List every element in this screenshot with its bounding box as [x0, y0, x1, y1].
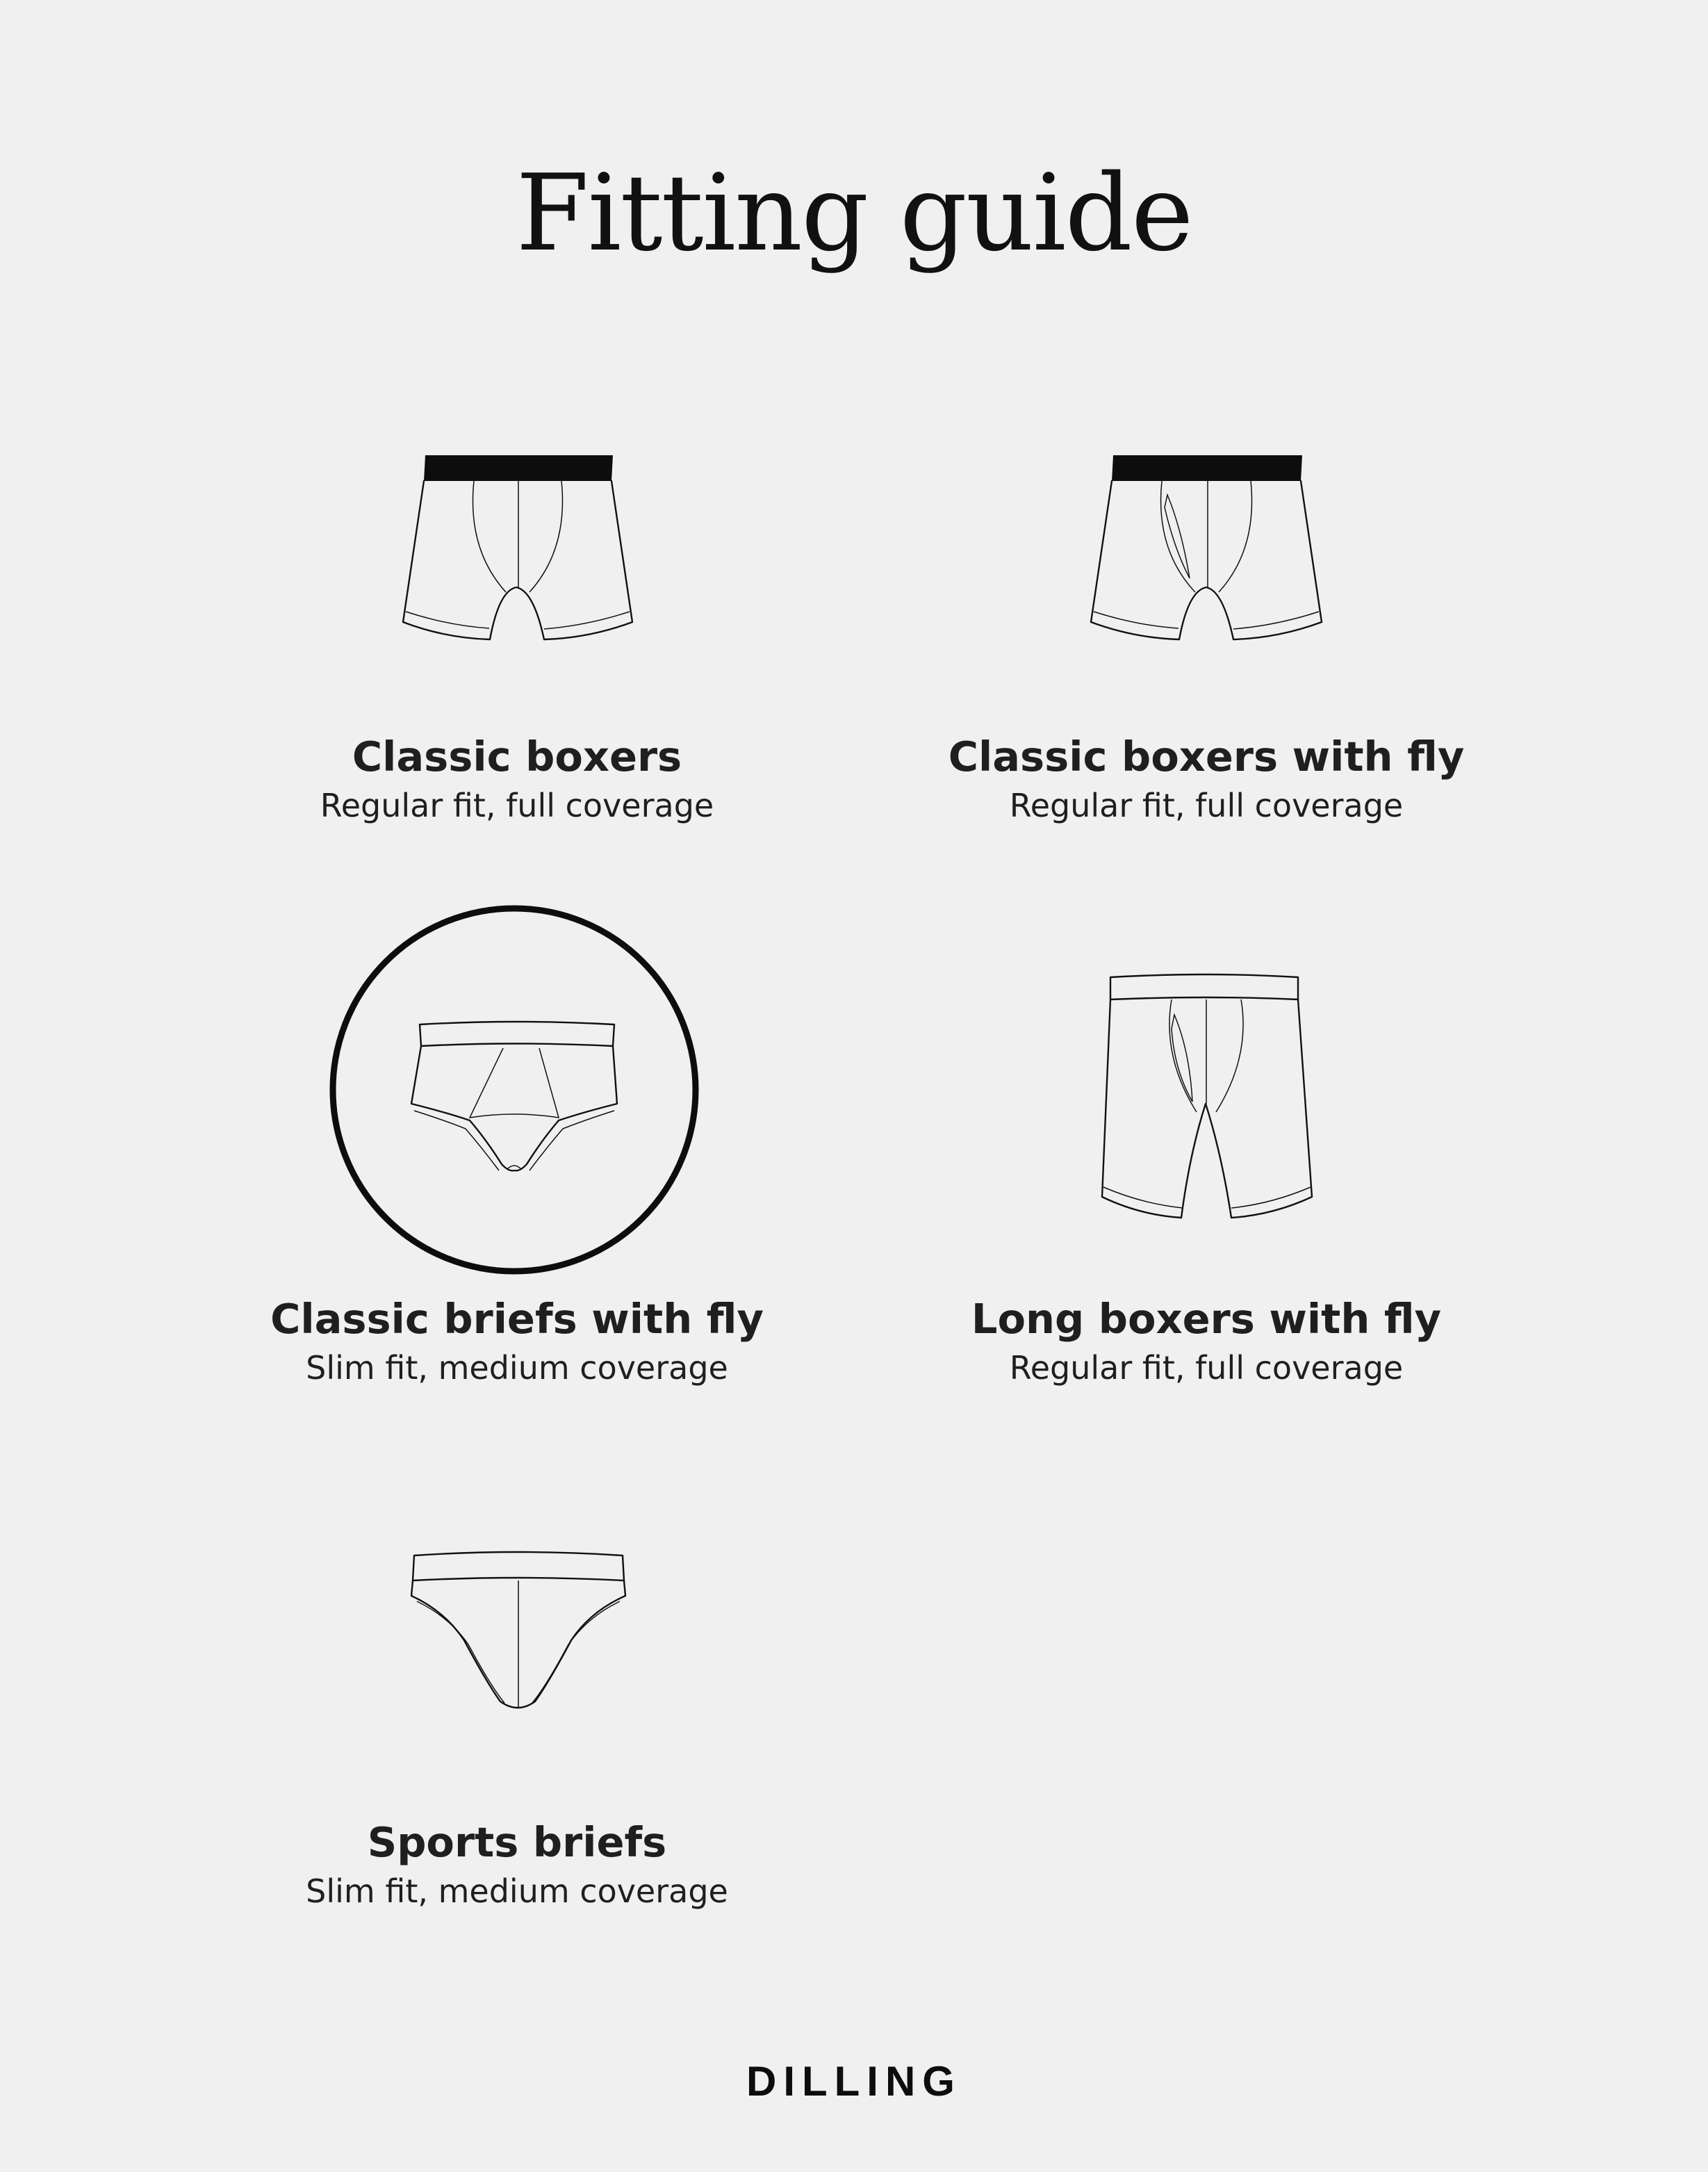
product-fit: Regular fit, full coverage	[1009, 787, 1404, 824]
product-name: Long boxers with fly	[971, 1295, 1442, 1343]
product-fit: Regular fit, full coverage	[1009, 1349, 1404, 1387]
classic-boxers-icon	[389, 445, 653, 653]
selection-ring	[333, 908, 696, 1271]
product-name: Classic briefs with fly	[270, 1295, 764, 1343]
sports-briefs-icon	[396, 1543, 632, 1724]
classic-boxers-with-fly-icon	[1078, 445, 1342, 653]
product-caption	[170, 1818, 864, 1915]
product-caption	[859, 1294, 1554, 1391]
product-caption	[859, 732, 1554, 829]
long-boxers-with-fly-icon	[1084, 966, 1334, 1230]
product-name: Classic boxers	[352, 733, 682, 781]
product-fit: Regular fit, full coverage	[320, 787, 714, 824]
classic-briefs-with-fly-icon	[320, 897, 709, 1286]
brand-logo[interactable]: DILLING	[746, 2058, 962, 2105]
product-fit: Slim fit, medium coverage	[306, 1349, 728, 1387]
page-title: Fitting guide	[516, 152, 1192, 275]
product-caption	[170, 732, 864, 829]
product-caption	[170, 1294, 864, 1391]
product-fit: Slim fit, medium coverage	[306, 1872, 728, 1910]
product-name: Sports briefs	[367, 1818, 667, 1866]
product-name: Classic boxers with fly	[948, 733, 1465, 781]
